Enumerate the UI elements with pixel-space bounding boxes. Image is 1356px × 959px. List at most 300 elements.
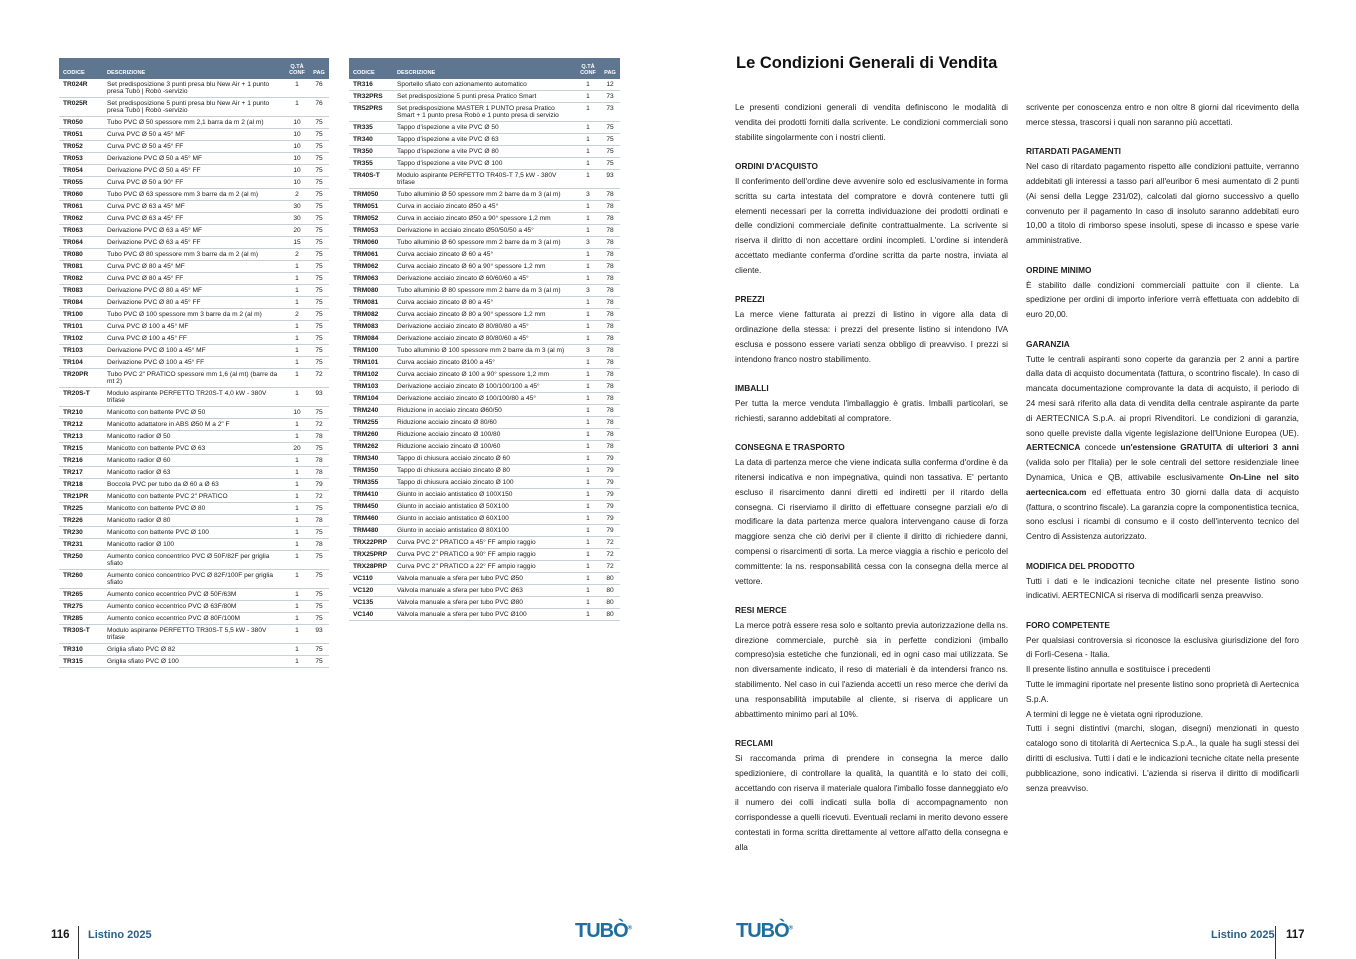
product-code: VC140	[349, 609, 393, 621]
product-qty: 1	[576, 225, 599, 237]
product-page: 79	[599, 477, 620, 489]
product-code: VC135	[349, 597, 393, 609]
header-code: CODICE	[349, 58, 393, 79]
product-qty: 1	[576, 513, 599, 525]
product-description: Modulo aspirante PERFETTO TR20S-T 4,0 kW - 380V trifase	[103, 388, 285, 407]
table-row	[59, 153, 329, 165]
product-description: Manicotto radior Ø 100	[103, 539, 285, 551]
product-qty: 10	[285, 153, 308, 165]
header-qty: Q.TÀ CONF	[576, 58, 599, 79]
note-line: A termini di legge ne è vietata ogni riproduzione.	[1026, 708, 1204, 719]
product-description: Tappo d'ispezione a vite PVC Ø 50	[393, 122, 576, 134]
table-row	[59, 656, 329, 668]
table-row	[59, 357, 329, 369]
section-title-consegna: CONSEGNA E TRASPORTO	[735, 442, 845, 453]
product-page: 75	[308, 309, 329, 321]
table-row	[349, 465, 620, 477]
table-row	[59, 249, 329, 261]
product-description: Tubo alluminio Ø 100 spessore mm 2 barre da m 3 (al m)	[393, 345, 576, 357]
product-page: 93	[308, 388, 329, 407]
product-qty: 1	[285, 455, 308, 467]
product-code: TR084	[59, 297, 103, 309]
product-description: Curva PVC Ø 50 a 90° FF	[103, 177, 285, 189]
product-qty: 1	[285, 515, 308, 527]
product-description: Curva PVC Ø 50 a 45° MF	[103, 129, 285, 141]
product-code: TR230	[59, 527, 103, 539]
product-page: 75	[308, 201, 329, 213]
product-description: Aumento conico eccentrico PVC Ø 80F/100M	[103, 613, 285, 625]
table-row	[349, 134, 620, 146]
product-qty: 1	[576, 549, 599, 561]
product-code: TR20PR	[59, 369, 103, 388]
product-description: Derivazione acciaio zincato Ø 100/100/100 a 45°	[393, 381, 576, 393]
product-page: 78	[599, 417, 620, 429]
product-page: 79	[599, 513, 620, 525]
table-row	[349, 453, 620, 465]
product-code: TR315	[59, 656, 103, 668]
product-code: TR285	[59, 613, 103, 625]
product-qty: 10	[285, 129, 308, 141]
table-row	[59, 407, 329, 419]
product-page: 73	[599, 91, 620, 103]
product-qty: 1	[285, 491, 308, 503]
note-line: Tutti i segni distintivi (marchi, slogan, disegni) menzionati in questo catalogo sono di titolarità di Aertecnica S.p.A., la quale ha sugli stessi dei diritti di esclusiva. Tutti i dati e le indicazioni tecniche citate nella presente pubblicazione, sono indicativi. L'azienda si riserva il diritto di modificarli senza preavviso.	[1026, 723, 1299, 793]
table-row	[349, 381, 620, 393]
product-page: 78	[599, 249, 620, 261]
product-qty: 30	[285, 201, 308, 213]
product-qty: 1	[285, 527, 308, 539]
section-title-garanzia: GARANZIA	[1026, 338, 1070, 349]
table-row	[59, 455, 329, 467]
registered-mark: ®	[788, 925, 794, 932]
product-page: 75	[308, 644, 329, 656]
product-description: Manicotto con battente PVC Ø 50	[103, 407, 285, 419]
table-row	[59, 589, 329, 601]
product-description: Aumento conico concentrico PVC Ø 50F/82F per griglia sfiato	[103, 551, 285, 570]
product-qty: 1	[576, 79, 599, 91]
table-row	[59, 515, 329, 527]
table-row	[59, 129, 329, 141]
product-description: Manicotto con battente PVC Ø 100	[103, 527, 285, 539]
section-text-modifica: Tutti i dati e le indicazioni tecniche citate nel presente listino sono indicativi. AERTECNICA si riserva di modificarli senza preavviso.	[1026, 575, 1299, 601]
table-row	[349, 321, 620, 333]
product-code: TRM460	[349, 513, 393, 525]
product-page: 78	[599, 225, 620, 237]
product-description: Derivazione PVC Ø 80 a 45° FF	[103, 297, 285, 309]
header-page: PAG	[308, 58, 329, 79]
product-code: TR210	[59, 407, 103, 419]
product-page: 75	[308, 285, 329, 297]
product-code: TR355	[349, 158, 393, 170]
product-description: Curva in acciaio zincato Ø50 a 45°	[393, 201, 576, 213]
section-text-consegna: La data di partenza merce che viene indicata sulla conferma d'ordine è da ritenersi indicativa e non impegnativa, quindi non tassativa. E' pertanto escluso il risarcimento danni diretti ed indiretti per il ritardo della consegna. Ci riserviamo il diritto di effettuare consegne parziali e/o di modificare la data partenza merce qualora intervengano cause di forza maggiore senza che ciò derivi per il cliente il diritto di richiedere danni, compensi o risarcimenti di sorta. La merce viaggia a rischio e pericolo del committente: la ns. responsabilità cessa con la consegna della merce al vettore.	[735, 457, 1008, 586]
footer-label-left: Listino 2025	[88, 929, 152, 941]
product-qty: 1	[576, 477, 599, 489]
product-qty: 1	[285, 345, 308, 357]
product-page: 78	[599, 201, 620, 213]
product-page: 12	[599, 79, 620, 91]
table-row	[349, 513, 620, 525]
garanzia-text-c: (valida solo per l'Italia) per le sole centrali del settore residenziale linee Dynamica, Unica e QB, attivabile esclusivamente	[1026, 457, 1299, 482]
product-page: 79	[599, 465, 620, 477]
product-description: Curva PVC Ø 63 a 45° MF	[103, 201, 285, 213]
table-row	[59, 527, 329, 539]
product-description: Valvola manuale a sfera per tubo PVC Ø100	[393, 609, 576, 621]
product-qty: 1	[576, 213, 599, 225]
product-description: Manicotto adattatore in ABS Ø50 M a 2" F	[103, 419, 285, 431]
garanzia-bold-a: AERTECNICA	[1026, 442, 1081, 453]
product-page: 75	[308, 551, 329, 570]
product-description: Giunto in acciaio antistatico Ø 50X100	[393, 501, 576, 513]
table-row	[59, 570, 329, 589]
product-description: Curva acciaio zincato Ø 60 a 45°	[393, 249, 576, 261]
table-row	[59, 309, 329, 321]
product-qty: 3	[576, 237, 599, 249]
product-code: TR250	[59, 551, 103, 570]
product-qty: 2	[285, 249, 308, 261]
table-row	[59, 79, 329, 98]
product-qty: 10	[285, 141, 308, 153]
product-page: 75	[308, 261, 329, 273]
product-description: Derivazione acciaio zincato Ø 80/80/60 a 45°	[393, 333, 576, 345]
table-row	[59, 141, 329, 153]
product-description: Manicotto radior Ø 80	[103, 515, 285, 527]
product-qty: 1	[576, 417, 599, 429]
product-page: 73	[599, 103, 620, 122]
product-qty: 1	[576, 122, 599, 134]
product-page: 75	[599, 158, 620, 170]
product-page: 79	[599, 525, 620, 537]
product-table-2	[349, 58, 620, 621]
product-page: 75	[308, 297, 329, 309]
product-page: 75	[308, 273, 329, 285]
product-code: TRM053	[349, 225, 393, 237]
tubo-logo	[575, 920, 632, 943]
product-description: Curva acciaio zincato Ø 80 a 90° spessore 1,2 mm	[393, 309, 576, 321]
table-row	[59, 613, 329, 625]
product-description: Curva PVC Ø 80 a 45° FF	[103, 273, 285, 285]
product-description: Tubo PVC Ø 50 spessore mm 2,1 barra da m 2 (al m)	[103, 117, 285, 129]
product-qty: 1	[576, 369, 599, 381]
product-page: 78	[308, 431, 329, 443]
footer-label-right: Listino 2025	[1211, 929, 1275, 941]
product-description: Manicotto radior Ø 60	[103, 455, 285, 467]
table-row	[59, 189, 329, 201]
table-row	[59, 177, 329, 189]
product-code: TRM450	[349, 501, 393, 513]
product-code: TRM062	[349, 261, 393, 273]
product-qty: 30	[285, 213, 308, 225]
intro-text: Le presenti condizioni generali di vendita definiscono le modalità di vendita dei prodotti forniti dalla scrivente. Le condizioni commerciali sono stabilite singolarmente con i nostri clienti.	[735, 102, 1008, 142]
product-description: Aumento conico concentrico PVC Ø 82F/100F per griglia sfiato	[103, 570, 285, 589]
product-code: TRX25PRP	[349, 549, 393, 561]
product-description: Curva PVC Ø 100 a 45° MF	[103, 321, 285, 333]
product-code: TR260	[59, 570, 103, 589]
product-qty: 1	[576, 170, 599, 189]
product-code: TR064	[59, 237, 103, 249]
product-qty: 20	[285, 443, 308, 455]
product-code: TRM260	[349, 429, 393, 441]
table-row	[349, 573, 620, 585]
product-description: Curva acciaio zincato Ø 80 a 45°	[393, 297, 576, 309]
product-code: TRM063	[349, 273, 393, 285]
product-code: TRM104	[349, 393, 393, 405]
table-row	[59, 644, 329, 656]
text-column-left	[735, 100, 1008, 855]
product-qty: 1	[576, 393, 599, 405]
product-description: Giunto in acciaio antistatico Ø 60X100	[393, 513, 576, 525]
product-description: Derivazione in acciaio zincato Ø50/50/50 a 45°	[393, 225, 576, 237]
product-page: 75	[308, 117, 329, 129]
product-description: Set predisposizione MASTER 1 PUNTO presa Pratico Smart + 1 punto presa Robò e 1 punto presa di servizio	[393, 103, 576, 122]
garanzia-bold-c: On-Line nel sito aertecnica.com	[1026, 471, 1299, 497]
product-qty: 1	[576, 357, 599, 369]
product-page: 76	[308, 98, 329, 117]
product-description: Curva PVC Ø 50 a 45° FF	[103, 141, 285, 153]
table-row	[349, 417, 620, 429]
product-code: TR218	[59, 479, 103, 491]
table-row	[349, 189, 620, 201]
table-row	[349, 285, 620, 297]
product-page: 80	[599, 609, 620, 621]
product-qty: 1	[576, 573, 599, 585]
section-title-foro: FORO COMPETENTE	[1026, 619, 1110, 630]
product-description: Manicotto con battente PVC 2" PRATICO	[103, 491, 285, 503]
product-code: TRM240	[349, 405, 393, 417]
product-qty: 1	[576, 91, 599, 103]
product-code: TRM262	[349, 441, 393, 453]
logo-text: TUBÒ	[575, 920, 628, 942]
product-page: 78	[599, 441, 620, 453]
product-description: Set predisposizione 5 punti presa blu New Air + 1 punto presa Tubò | Robò -servizio	[103, 98, 285, 117]
product-qty: 15	[285, 237, 308, 249]
table-row	[59, 625, 329, 644]
product-page: 76	[308, 79, 329, 98]
product-page: 79	[599, 453, 620, 465]
product-code: TRM101	[349, 357, 393, 369]
product-page: 75	[308, 249, 329, 261]
product-code: TR340	[349, 134, 393, 146]
product-qty: 1	[576, 297, 599, 309]
header-description: DESCRIZIONE	[393, 58, 576, 79]
product-page: 75	[308, 656, 329, 668]
table-row	[349, 549, 620, 561]
product-description: Curva acciaio zincato Ø 60 a 90° spessore 1,2 mm	[393, 261, 576, 273]
product-description: Tubo PVC Ø 100 spessore mm 3 barre da m 2 (al m)	[103, 309, 285, 321]
product-page: 78	[599, 273, 620, 285]
registered-mark: ®	[627, 925, 633, 932]
product-description: Set predisposizione 3 punti presa blu New Air + 1 punto presa Tubò | Robò -servizio	[103, 79, 285, 98]
product-description: Valvola manuale a sfera per tubo PVC Ø80	[393, 597, 576, 609]
product-description: Set predisposizione 5 punti presa Pratico Smart	[393, 91, 576, 103]
product-page: 75	[308, 589, 329, 601]
product-qty: 3	[576, 345, 599, 357]
table-row	[349, 501, 620, 513]
table-row	[349, 597, 620, 609]
product-description: Derivazione PVC Ø 50 a 45° FF	[103, 165, 285, 177]
product-code: TR216	[59, 455, 103, 467]
product-description: Valvola manuale a sfera per tubo PVC Ø50	[393, 573, 576, 585]
section-title-modifica: MODIFICA DEL PRODOTTO	[1026, 560, 1135, 571]
table-row	[59, 601, 329, 613]
section-title-imballi: IMBALLI	[735, 383, 769, 394]
product-page: 78	[599, 345, 620, 357]
product-qty: 3	[576, 189, 599, 201]
table-row	[349, 225, 620, 237]
product-qty: 1	[285, 589, 308, 601]
product-qty: 1	[285, 656, 308, 668]
table-row	[349, 357, 620, 369]
product-description: Riduzione acciaio zincato Ø 100/60	[393, 441, 576, 453]
product-description: Tubo PVC Ø 80 spessore mm 3 barre da m 2 (al m)	[103, 249, 285, 261]
product-description: Riduzione in acciaio zincato Ø60/50	[393, 405, 576, 417]
product-qty: 1	[576, 273, 599, 285]
table-row	[349, 525, 620, 537]
product-page: 78	[599, 321, 620, 333]
product-code: TRM052	[349, 213, 393, 225]
header-qty: Q.TÀ CONF	[285, 58, 308, 79]
product-code: TRM050	[349, 189, 393, 201]
product-code: TR52PRS	[349, 103, 393, 122]
product-description: Derivazione PVC Ø 63 a 45° FF	[103, 237, 285, 249]
section-text-prezzi: La merce viene fatturata ai prezzi di listino in vigore alla data di ordinazione della stessa: i prezzi del presente listino si intendono IVA esclusa e possono essere variati senza obbligo di preavviso. I prezzi si intendono franco nostro stabilimento.	[735, 309, 1008, 364]
product-code: TR265	[59, 589, 103, 601]
product-page: 75	[308, 345, 329, 357]
product-qty: 2	[285, 189, 308, 201]
product-page: 75	[308, 177, 329, 189]
product-code: TR053	[59, 153, 103, 165]
product-code: VC110	[349, 573, 393, 585]
table-header	[349, 58, 620, 79]
product-qty: 10	[285, 117, 308, 129]
section-title-prezzi: PREZZI	[735, 294, 765, 305]
product-qty: 1	[285, 644, 308, 656]
product-code: TRM255	[349, 417, 393, 429]
product-code: TRM480	[349, 525, 393, 537]
product-page: 75	[308, 357, 329, 369]
section-text-foro: Per qualsiasi controversia si riconosce la esclusiva giurisdizione del foro di Forlì-Cesena - Italia.	[1026, 634, 1299, 660]
product-page: 75	[308, 213, 329, 225]
product-page: 72	[599, 537, 620, 549]
product-qty: 1	[285, 297, 308, 309]
product-code: TR103	[59, 345, 103, 357]
table-row	[59, 321, 329, 333]
table-row	[59, 431, 329, 443]
product-qty: 1	[576, 134, 599, 146]
table-row	[349, 309, 620, 321]
product-description: Tappo d'ispezione a vite PVC Ø 63	[393, 134, 576, 146]
product-description: Manicotto radior Ø 50	[103, 431, 285, 443]
product-qty: 1	[285, 79, 308, 98]
product-qty: 1	[576, 309, 599, 321]
table-row	[59, 297, 329, 309]
product-page: 93	[599, 170, 620, 189]
product-qty: 10	[285, 407, 308, 419]
section-title-reclami: RECLAMI	[735, 738, 773, 749]
table-row	[349, 429, 620, 441]
product-code: TRM083	[349, 321, 393, 333]
product-code: TR226	[59, 515, 103, 527]
product-page: 78	[599, 333, 620, 345]
table-header	[59, 58, 329, 79]
logo-text: TUBÒ	[736, 920, 789, 942]
garanzia-text-a: Tutte le centrali aspiranti sono coperte da garanzia per 2 anni a partire dalla data di acquisto documentata (fattura, o scontrino fiscale). In caso di mancata documentazione comprovante la data di acquisto, il periodo di 24 mesi sarà riferito alla data di vendita della centrale aspirante da parte di AERTECNICA S.p.A. ai propri Rivenditori. Le condizioni di garanzia, sono quelle previste dalla vigente legislazione dell'Unione Europea (UE).	[1026, 353, 1299, 438]
footer-divider	[1275, 926, 1276, 959]
product-description: Tappo d'ispezione a vite PVC Ø 80	[393, 146, 576, 158]
product-qty: 1	[285, 467, 308, 479]
table-row	[59, 285, 329, 297]
page-number-right: 117	[1286, 929, 1305, 941]
section-text-garanzia	[1026, 352, 1299, 544]
table-row	[59, 443, 329, 455]
table-row	[349, 489, 620, 501]
product-qty: 1	[285, 388, 308, 407]
product-qty: 1	[576, 441, 599, 453]
product-page: 78	[599, 297, 620, 309]
table-row	[349, 333, 620, 345]
section-text-imballi: Per tutta la merce venduta l'imballaggio è gratis. Imballi particolari, se richiesti, saranno addebitati al compratore.	[735, 397, 1008, 423]
product-code: TRM355	[349, 477, 393, 489]
product-code: TR080	[59, 249, 103, 261]
table-row	[349, 213, 620, 225]
product-code: TR060	[59, 189, 103, 201]
product-description: Manicotto con battente PVC Ø 63	[103, 443, 285, 455]
product-code: TRM060	[349, 237, 393, 249]
product-qty: 1	[576, 609, 599, 621]
product-qty: 1	[285, 357, 308, 369]
product-code: TR21PR	[59, 491, 103, 503]
product-description: Tappo d'ispezione a vite PVC Ø 100	[393, 158, 576, 170]
product-code: TR310	[59, 644, 103, 656]
product-description: Derivazione PVC Ø 100 a 45° FF	[103, 357, 285, 369]
product-code: TR102	[59, 333, 103, 345]
tubo-logo	[736, 920, 793, 943]
product-table-1	[59, 58, 329, 668]
product-qty: 1	[576, 489, 599, 501]
product-code: TR062	[59, 213, 103, 225]
product-qty: 1	[285, 321, 308, 333]
table-row	[349, 237, 620, 249]
section-title-minimo: ORDINE MINIMO	[1026, 264, 1092, 275]
product-qty: 1	[576, 201, 599, 213]
table-row	[349, 91, 620, 103]
table-row	[59, 539, 329, 551]
product-page: 78	[599, 309, 620, 321]
text-column-right	[1026, 100, 1299, 795]
table-row	[59, 273, 329, 285]
product-code: TRM080	[349, 285, 393, 297]
product-qty: 1	[576, 103, 599, 122]
footer-divider	[78, 926, 79, 959]
product-code: TR024R	[59, 79, 103, 98]
product-code: TRM410	[349, 489, 393, 501]
note-line: Il presente listino annulla e sostituisce i precedenti	[1026, 664, 1211, 675]
product-qty: 1	[285, 613, 308, 625]
table-row	[59, 551, 329, 570]
product-qty: 1	[576, 261, 599, 273]
product-description: Griglia sfiato PVC Ø 100	[103, 656, 285, 668]
table-row	[59, 388, 329, 407]
product-description: Tubo alluminio Ø 80 spessore mm 2 barre da m 3 (al m)	[393, 285, 576, 297]
product-page: 75	[308, 527, 329, 539]
product-qty: 1	[576, 333, 599, 345]
product-description: Curva PVC Ø 63 a 45° FF	[103, 213, 285, 225]
page-number-left: 116	[51, 929, 70, 941]
product-code: TR050	[59, 117, 103, 129]
product-description: Boccola PVC per tubo da Ø 60 a Ø 63	[103, 479, 285, 491]
section-title-ordini: ORDINI D'ACQUISTO	[735, 161, 818, 172]
table-row	[59, 165, 329, 177]
